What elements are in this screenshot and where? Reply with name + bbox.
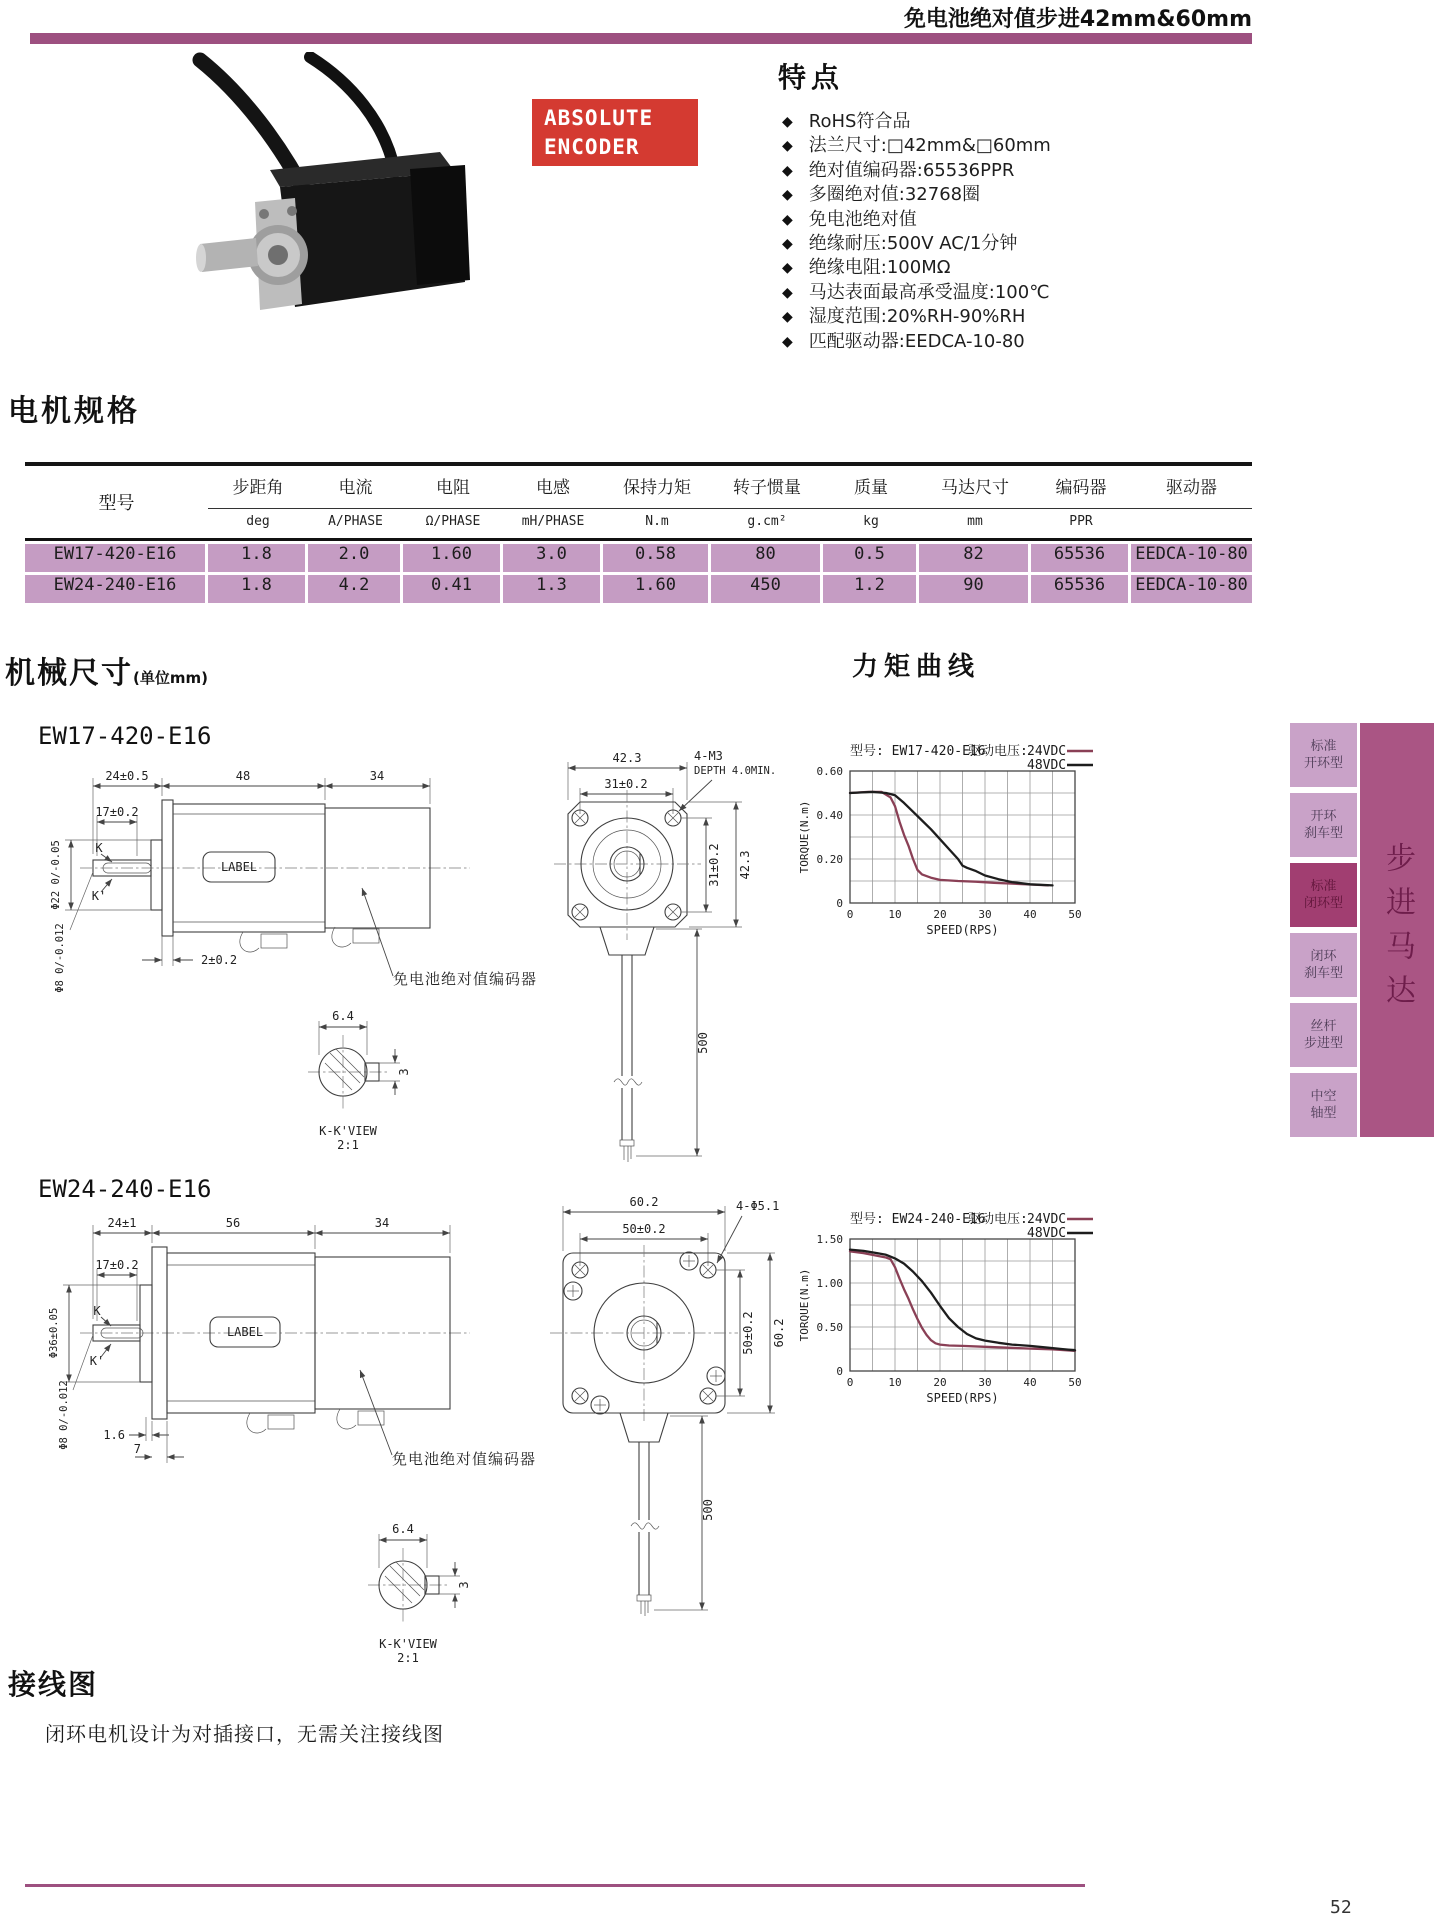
feature-text: 法兰尺寸:□42mm&□60mm <box>808 135 1051 157</box>
svg-text:10: 10 <box>888 1376 902 1389</box>
dim-label: 34 <box>369 769 385 783</box>
section-mark: K <box>95 841 103 855</box>
motor-outline <box>93 1247 450 1433</box>
dim-label: 42.3 <box>738 850 752 880</box>
svg-text:0.40: 0.40 <box>816 809 843 822</box>
col-header: 驱动器 <box>1166 477 1217 498</box>
view-scale: 2:1 <box>337 1138 359 1152</box>
view-scale: 2:1 <box>397 1651 419 1665</box>
footer-accent-bar <box>25 1884 1085 1887</box>
svg-text:40: 40 <box>1023 908 1037 921</box>
torque-section-title: 力矩曲线 <box>852 652 981 682</box>
cell: 0.5 <box>823 544 916 572</box>
feature-text: 匹配驱动器:EEDCA-10-80 <box>808 330 1025 352</box>
view-label: K-K'VIEW <box>319 1124 377 1138</box>
sidebar-categories <box>1290 723 1357 1137</box>
tab-label: 标准 <box>1310 739 1337 754</box>
col-header: 马达尺寸 <box>941 477 1009 498</box>
svg-text:50: 50 <box>1068 1376 1082 1389</box>
step-dims <box>129 1417 184 1463</box>
col-unit: mH/PHASE <box>521 513 585 529</box>
badge-line1: ABSOLUTE <box>544 106 654 130</box>
flange-screw <box>287 206 297 216</box>
col-unit: PPR <box>1069 513 1093 529</box>
svg-text:20: 20 <box>933 908 947 921</box>
svg-text:40: 40 <box>1023 1376 1037 1389</box>
feature-text: 湿度范围:20%RH-90%RH <box>808 306 1026 328</box>
col-unit: mm <box>967 513 983 529</box>
wiring-section-title: 接线图 <box>8 1668 99 1701</box>
svg-text:型号: EW17-420-E16: 型号: EW17-420-E16 <box>850 744 986 759</box>
tab-label: 轴型 <box>1310 1106 1337 1121</box>
col-unit: N.m <box>645 513 669 529</box>
col-unit: g.cm² <box>747 513 787 529</box>
sidebar-tab-standard-open-loop[interactable] <box>1290 723 1357 787</box>
cell: EEDCA-10-80 <box>1131 544 1252 572</box>
cell: 1.8 <box>208 544 305 572</box>
dim-label: 6.4 <box>332 1009 354 1023</box>
feature-item <box>778 110 1218 134</box>
view-label: K-K'VIEW <box>379 1637 437 1651</box>
sidebar-tab-leadscrew-stepper[interactable] <box>1290 1003 1357 1067</box>
dim-label: 17±0.2 <box>95 805 139 819</box>
cell: 1.8 <box>208 575 305 603</box>
feature-item <box>778 281 1218 305</box>
cell: 450 <box>711 575 820 603</box>
dim-label: 42.3 <box>612 751 642 765</box>
diamond-bullet-icon: ◆ <box>782 260 793 277</box>
dim-label: 50±0.2 <box>622 1222 666 1236</box>
table-row <box>25 575 1252 603</box>
table-header-rule <box>208 508 1252 509</box>
mech-unit-note: (单位mm) <box>133 669 208 687</box>
badge-line2: ENCODER <box>544 135 640 159</box>
feature-item <box>778 256 1218 280</box>
dim-label: 17±0.2 <box>95 1258 139 1272</box>
feature-item <box>778 330 1218 354</box>
encoder-housing <box>410 165 470 285</box>
mech-title-text: 机械尺寸 <box>5 656 133 691</box>
tab-label: 刹车型 <box>1303 966 1343 981</box>
motor-shaft <box>200 238 258 272</box>
dim-label: 60.2 <box>772 1318 786 1348</box>
cell-model: EW17-420-E16 <box>25 544 205 572</box>
dim-label: 7 <box>133 1442 141 1456</box>
tab-label: 开环型 <box>1303 756 1343 771</box>
mech-section-title <box>5 648 208 692</box>
diamond-bullet-icon: ◆ <box>782 309 793 326</box>
dim-label: Φ36±0.05 <box>48 1307 60 1359</box>
section-mark: K' <box>89 1354 105 1368</box>
cell: 1.60 <box>403 544 500 572</box>
tab-label: 步进型 <box>1303 1036 1343 1051</box>
svg-text:0: 0 <box>836 1365 843 1378</box>
col-header: 电阻 <box>436 477 470 498</box>
feature-text: 绝对值编码器:65536PPR <box>808 159 1015 181</box>
sidebar-tab-closed-loop-brake[interactable] <box>1290 933 1357 997</box>
boss-dim <box>65 840 151 910</box>
svg-text:0: 0 <box>836 897 843 910</box>
cable-dim <box>636 929 702 1156</box>
torque-chart-ew17 <box>795 741 1125 945</box>
diamond-bullet-icon: ◆ <box>782 187 793 204</box>
dim-label: 24±0.5 <box>105 769 149 783</box>
product-photo <box>160 52 490 352</box>
feature-item <box>778 159 1218 183</box>
svg-text:48VDC: 48VDC <box>1027 1226 1067 1241</box>
front-view-ew17 <box>450 748 800 1172</box>
header-accent-bar <box>30 33 1252 44</box>
diamond-bullet-icon: ◆ <box>782 333 793 350</box>
table-mid-rule <box>25 538 1252 541</box>
col-unit: A/PHASE <box>328 513 383 529</box>
dim-label: 500 <box>696 1032 710 1054</box>
cell: 65536 <box>1031 575 1128 603</box>
cable-dim <box>654 1416 708 1610</box>
feature-item <box>778 208 1218 232</box>
feature-item <box>778 134 1218 158</box>
dim-label: 2±0.2 <box>201 953 238 967</box>
cell: 1.60 <box>603 575 708 603</box>
col-header: 电流 <box>338 477 373 498</box>
label-box: LABEL <box>220 860 258 874</box>
dim-label: 4-Φ5.1 <box>736 1199 780 1213</box>
encoder-note-2: 免电池绝对值编码器 <box>392 1450 537 1468</box>
dim-lines <box>93 778 430 856</box>
dim-label: 31±0.2 <box>604 777 648 791</box>
dim-lines <box>93 1225 450 1321</box>
features-title: 特点 <box>778 61 845 94</box>
kk-view-ew17 <box>298 1005 418 1155</box>
motor-cable <box>310 57 395 172</box>
cable <box>620 1413 668 1616</box>
tab-label: 中空 <box>1310 1089 1337 1104</box>
shaft-end <box>196 244 206 272</box>
label-box: LABEL <box>226 1325 264 1339</box>
col-header: 转子惯量 <box>733 477 801 498</box>
cell: 82 <box>919 544 1028 572</box>
cell: 1.3 <box>503 575 600 603</box>
diamond-bullet-icon: ◆ <box>782 284 793 301</box>
col-header: 编码器 <box>1055 477 1107 498</box>
note-arrow <box>362 888 393 976</box>
diamond-bullet-icon: ◆ <box>782 236 793 253</box>
tab-label: 开环 <box>1310 809 1337 824</box>
svg-text:1.50: 1.50 <box>816 1233 843 1246</box>
spec-table <box>25 462 1252 603</box>
plate-dim <box>142 936 193 966</box>
feature-text: 多圈绝对值:32768圈 <box>808 184 981 206</box>
col-header-model: 型号 <box>98 493 135 514</box>
feature-text: RoHS符合品 <box>808 111 911 132</box>
col-unit: Ω/PHASE <box>425 513 481 529</box>
sidebar-tab-open-loop-brake[interactable] <box>1290 793 1357 857</box>
cell: 0.41 <box>403 575 500 603</box>
tab-label: 丝杆 <box>1310 1019 1337 1034</box>
section-mark: K' <box>91 889 107 903</box>
tab-label: 刹车型 <box>1303 826 1343 841</box>
svg-text:48VDC: 48VDC <box>1027 758 1067 773</box>
wiring-body-text: 闭环电机设计为对插接口，无需关注接线图 <box>45 1722 444 1746</box>
table-header-row <box>25 466 1252 504</box>
col-unit: kg <box>863 513 879 529</box>
shaft-hub <box>268 245 288 265</box>
cell: 3.0 <box>503 544 600 572</box>
note-arrow <box>360 1370 392 1455</box>
sidebar-stepper-motor-banner[interactable] <box>1360 723 1434 1137</box>
cell: 2.0 <box>308 544 400 572</box>
dim-label: 34 <box>374 1216 390 1230</box>
encoder-note-1: 免电池绝对值编码器 <box>393 970 538 988</box>
cable <box>600 927 654 1162</box>
svg-text:24VDC: 24VDC <box>1027 744 1067 759</box>
dim-label: Φ22 0/-0.05 <box>50 840 62 910</box>
svg-text:30: 30 <box>978 908 992 921</box>
feature-item <box>778 305 1218 329</box>
svg-text:驱动电压:: 驱动电压: <box>968 744 1028 759</box>
dim-label: 3 <box>397 1068 411 1076</box>
tab-label: 闭环 <box>1310 949 1337 964</box>
dim-label: 500 <box>701 1499 715 1521</box>
dim-label: 56 <box>225 1216 241 1230</box>
dim-label: 6.4 <box>392 1522 414 1536</box>
cell: 1.2 <box>823 575 916 603</box>
page-title: 免电池绝对值步进42mm&60mm <box>903 7 1252 32</box>
col-header: 保持力矩 <box>623 477 691 498</box>
col-header: 步距角 <box>232 477 284 498</box>
cell: EEDCA-10-80 <box>1131 575 1252 603</box>
svg-text:1.00: 1.00 <box>816 1277 843 1290</box>
feature-item <box>778 232 1218 256</box>
sidebar-tab-standard-closed-loop[interactable] <box>1290 863 1357 927</box>
dim-label: 4-M3 <box>694 749 723 763</box>
section-mark: K <box>93 1304 101 1318</box>
cell: 65536 <box>1031 544 1128 572</box>
diamond-bullet-icon: ◆ <box>782 138 793 155</box>
svg-text:20: 20 <box>933 1376 947 1389</box>
svg-text:0.50: 0.50 <box>816 1321 843 1334</box>
feature-text: 绝缘电阻:100MΩ <box>808 257 951 279</box>
col-header: 质量 <box>854 477 888 498</box>
dim-label: 3 <box>457 1581 471 1589</box>
kk-view-ew24 <box>358 1518 478 1668</box>
svg-text:0.60: 0.60 <box>816 765 843 778</box>
motor-outline <box>93 800 430 952</box>
dim-label: 1.6 <box>103 1428 125 1442</box>
svg-text:0: 0 <box>846 908 854 921</box>
cell-model: EW24-240-E16 <box>25 575 205 603</box>
dim-label: 60.2 <box>629 1195 659 1209</box>
torque-chart-ew24 <box>795 1209 1125 1413</box>
absolute-encoder-badge <box>532 99 698 166</box>
banner-label: 步进马达 <box>1380 842 1415 1018</box>
sidebar-tab-hollow-shaft[interactable] <box>1290 1073 1357 1137</box>
svg-text:驱动电压:: 驱动电压: <box>968 1212 1028 1227</box>
model2-title: EW24-240-E16 <box>38 1175 212 1203</box>
feature-item <box>778 183 1218 207</box>
tab-label: 标准 <box>1310 879 1337 894</box>
front-view-ew24 <box>440 1190 800 1620</box>
col-header: 电感 <box>536 477 570 498</box>
tab-label: 闭环型 <box>1303 896 1343 911</box>
feature-text: 免电池绝对值 <box>808 208 917 230</box>
svg-text:型号: EW24-240-E16: 型号: EW24-240-E16 <box>850 1212 986 1227</box>
svg-text:SPEED(RPS): SPEED(RPS) <box>926 1391 999 1405</box>
dim-label: 24±1 <box>107 1216 137 1230</box>
svg-text:TORQUE(N.m): TORQUE(N.m) <box>798 800 811 874</box>
dim-label: 48 <box>235 769 251 783</box>
diamond-bullet-icon: ◆ <box>782 211 793 228</box>
svg-text:10: 10 <box>888 908 902 921</box>
dim-label: Φ8 0/-0.012 <box>58 1380 70 1450</box>
feature-text: 马达表面最高承受温度:100℃ <box>808 281 1050 303</box>
model1-title: EW17-420-E16 <box>38 722 212 750</box>
features-list <box>778 110 1218 354</box>
svg-text:24VDC: 24VDC <box>1027 1212 1067 1227</box>
svg-text:TORQUE(N.m): TORQUE(N.m) <box>798 1268 811 1342</box>
svg-text:50: 50 <box>1068 908 1082 921</box>
page-number: 52 <box>1330 1897 1352 1918</box>
feature-text: 绝缘耐压:500V AC/1分钟 <box>808 233 1018 255</box>
cell: 90 <box>919 575 1028 603</box>
dim-label: 50±0.2 <box>741 1311 755 1355</box>
svg-text:0: 0 <box>846 1376 854 1389</box>
cell: 80 <box>711 544 820 572</box>
features-section <box>778 56 1218 354</box>
table-units-row <box>25 504 1252 538</box>
col-unit: deg <box>246 513 270 529</box>
mount-holes <box>572 810 681 920</box>
flange-screw <box>259 209 269 219</box>
diamond-bullet-icon: ◆ <box>782 114 793 130</box>
svg-text:0.20: 0.20 <box>816 853 843 866</box>
svg-text:SPEED(RPS): SPEED(RPS) <box>926 923 999 937</box>
table-row <box>25 544 1252 572</box>
svg-text:30: 30 <box>978 1376 992 1389</box>
diamond-bullet-icon: ◆ <box>782 162 793 179</box>
dim-label: 31±0.2 <box>707 843 721 887</box>
cell: 0.58 <box>603 544 708 572</box>
cell: 4.2 <box>308 575 400 603</box>
spec-section-title: 电机规格 <box>8 394 140 429</box>
dim-label: Φ8 0/-0.012 <box>54 923 66 993</box>
dim-label: DEPTH 4.0MIN. <box>694 765 777 777</box>
